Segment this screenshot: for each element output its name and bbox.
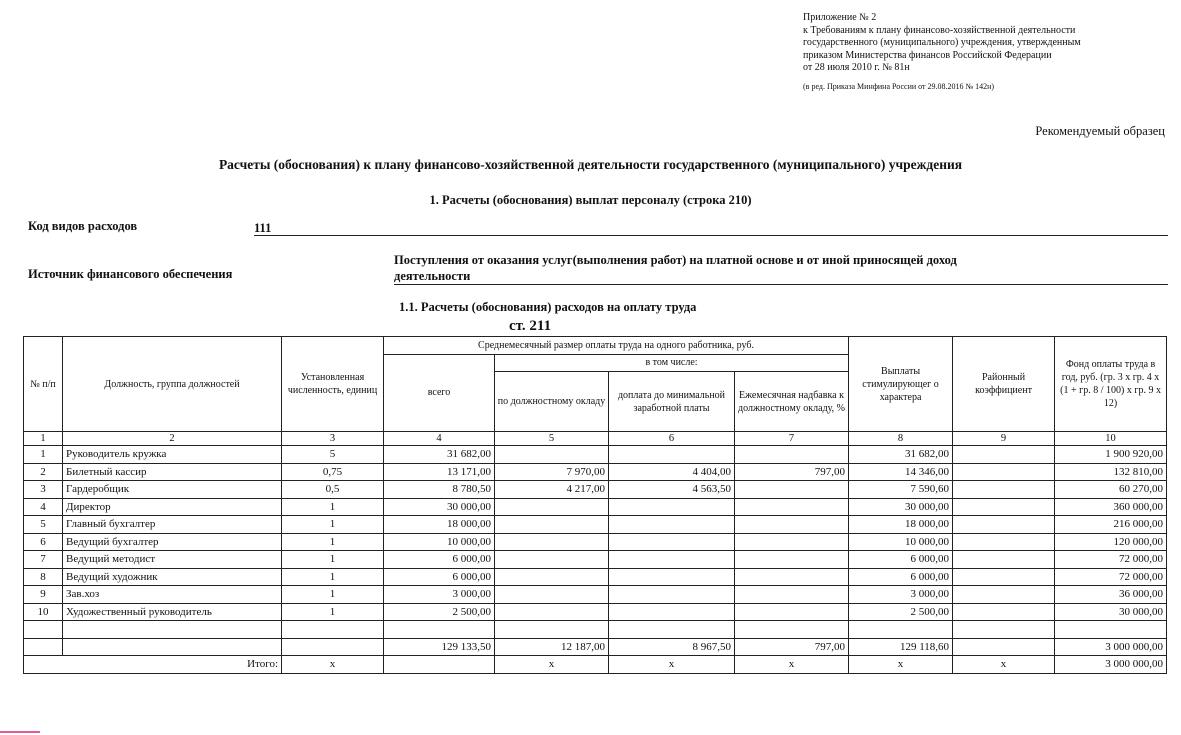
appendix-note [803,12,1081,93]
header-headcount: Установленная численность, единиц [282,337,384,432]
grand-total-row [24,656,1167,674]
expense-code-label: Код видов расходов [28,219,138,233]
row-headcount: 1 [282,568,384,586]
table-row [24,586,1167,604]
row-incentive: 3 000,00 [849,586,953,604]
main-title: Расчеты (обоснования) к плану финансово-хозяйственной деятельности государственного (муниципального) учреждения [218,157,963,172]
row-number: 6 [24,533,63,551]
row-regional-coef [953,463,1055,481]
row-position: Билетный кассир [63,463,282,481]
row-regional-coef [953,446,1055,464]
row-incentive: 10 000,00 [849,533,953,551]
row-by-salary [495,498,609,516]
colnum: 6 [609,432,735,446]
header-including: в том числе: [495,354,849,372]
colnum: 7 [735,432,849,446]
row-regional-coef [953,568,1055,586]
row-number: 5 [24,516,63,534]
row-by-salary [495,568,609,586]
row-position: Главный бухгалтер [63,516,282,534]
row-min-wage [609,533,735,551]
header-regional-coef: Районный коэффициент [953,337,1055,432]
row-min-wage [609,498,735,516]
row-by-salary [495,516,609,534]
row-regional-coef [953,516,1055,534]
row-min-wage: 4 404,00 [609,463,735,481]
empty-cell [609,621,735,639]
row-min-wage [609,568,735,586]
row-annual-fund: 60 270,00 [1055,481,1167,499]
expense-code-value: 111 [254,221,272,235]
row-headcount: 1 [282,533,384,551]
row-position: Ведущий методист [63,551,282,569]
row-total: 6 000,00 [384,551,495,569]
row-position: Ведущий бухгалтер [63,533,282,551]
row-regional-coef [953,603,1055,621]
colnum: 4 [384,432,495,446]
grand-total-headcount: x [282,656,384,674]
row-number: 7 [24,551,63,569]
colnum: 5 [495,432,609,446]
empty-cell [24,621,63,639]
grand-total-label: Итого: [24,656,282,674]
grand-total-incentive: x [849,656,953,674]
subtotal-incentive: 129 118,60 [849,638,953,656]
appendix-line-2: к Требованиям к плану финансово-хозяйственной деятельности [803,24,1076,36]
row-headcount: 0,75 [282,463,384,481]
row-position: Гардеробщик [63,481,282,499]
row-total: 30 000,00 [384,498,495,516]
row-by-salary: 7 970,00 [495,463,609,481]
row-annual-fund: 36 000,00 [1055,586,1167,604]
row-annual-fund: 216 000,00 [1055,516,1167,534]
row-annual-fund: 132 810,00 [1055,463,1167,481]
row-incentive: 30 000,00 [849,498,953,516]
table-row [24,533,1167,551]
row-annual-fund: 120 000,00 [1055,533,1167,551]
row-regional-coef [953,533,1055,551]
row-regional-coef [953,551,1055,569]
row-regional-coef [953,481,1055,499]
grand-total-min-wage: x [609,656,735,674]
row-headcount: 1 [282,498,384,516]
grand-total-regional-coef: x [953,656,1055,674]
row-bonus [735,568,849,586]
row-by-salary [495,551,609,569]
grand-total-annual-fund: 3 000 000,00 [1055,656,1167,674]
row-headcount: 0,5 [282,481,384,499]
row-total: 10 000,00 [384,533,495,551]
row-by-salary [495,446,609,464]
row-bonus [735,586,849,604]
row-by-salary [495,603,609,621]
colnum: 9 [953,432,1055,446]
row-bonus: 797,00 [735,463,849,481]
row-position: Директор [63,498,282,516]
empty-cell [282,621,384,639]
empty-cell [282,638,384,656]
table-row [24,603,1167,621]
funding-source-line-1: Поступления от оказания услуг(выполнения работ) на платной основе и от иной приносящей доход [394,253,957,267]
empty-cell [495,621,609,639]
row-number: 10 [24,603,63,621]
appendix-line-5: от 28 июля 2010 г. № 81н [803,62,910,73]
row-by-salary: 4 217,00 [495,481,609,499]
header-avg-salary: Среднемесячный размер оплаты труда на одного работника, руб. [384,337,849,355]
empty-cell [384,621,495,639]
appendix-line-3: государственного (муниципального) учреждения, утвержденным [803,37,1081,48]
row-annual-fund: 72 000,00 [1055,551,1167,569]
column-number-row [24,432,1167,446]
row-annual-fund: 1 900 920,00 [1055,446,1167,464]
row-bonus [735,551,849,569]
row-min-wage: 4 563,50 [609,481,735,499]
row-number: 4 [24,498,63,516]
row-total: 31 682,00 [384,446,495,464]
subtotal-annual-fund: 3 000 000,00 [1055,638,1167,656]
row-incentive: 6 000,00 [849,568,953,586]
row-annual-fund: 72 000,00 [1055,568,1167,586]
row-regional-coef [953,586,1055,604]
row-number: 9 [24,586,63,604]
subtotal-bonus: 797,00 [735,638,849,656]
row-min-wage [609,586,735,604]
row-regional-coef [953,498,1055,516]
table-row [24,481,1167,499]
sample-label: Рекомендуемый образец [1035,124,1165,138]
row-bonus [735,446,849,464]
funding-source-line-2: деятельности [394,269,471,283]
row-headcount: 1 [282,586,384,604]
row-incentive: 6 000,00 [849,551,953,569]
colnum: 8 [849,432,953,446]
row-number: 8 [24,568,63,586]
table-row [24,551,1167,569]
expense-code-line [254,219,1168,236]
row-bonus [735,481,849,499]
row-number: 1 [24,446,63,464]
row-position: Зав.хоз [63,586,282,604]
edge-mark [0,731,40,733]
row-headcount: 5 [282,446,384,464]
empty-cell [63,638,282,656]
colnum: 2 [63,432,282,446]
header-min-wage: доплата до минимальной заработной платы [609,372,735,432]
table-row [24,498,1167,516]
colnum: 3 [282,432,384,446]
row-number: 3 [24,481,63,499]
grand-total-bonus: x [735,656,849,674]
article-label: ст. 211 [509,318,552,334]
row-total: 2 500,00 [384,603,495,621]
row-number: 2 [24,463,63,481]
header-position: Должность, группа должностей [63,337,282,432]
row-headcount: 1 [282,603,384,621]
row-bonus [735,533,849,551]
row-annual-fund: 30 000,00 [1055,603,1167,621]
colnum: 1 [24,432,63,446]
row-headcount: 1 [282,551,384,569]
header-incentive: Выплаты стимулирующег о характера [849,337,953,432]
empty-cell [953,621,1055,639]
empty-cell [849,621,953,639]
row-incentive: 31 682,00 [849,446,953,464]
row-by-salary [495,586,609,604]
row-total: 6 000,00 [384,568,495,586]
row-total: 3 000,00 [384,586,495,604]
appendix-line-1: Приложение № 2 [803,12,877,23]
table-row [24,446,1167,464]
empty-cell [953,638,1055,656]
funding-source-value [394,252,1168,285]
row-incentive: 2 500,00 [849,603,953,621]
row-position: Художественный руководитель [63,603,282,621]
appendix-line-4: приказом Министерства финансов Российской Федерации [803,49,1052,61]
row-incentive: 14 346,00 [849,463,953,481]
header-annual-fund: Фонд оплаты труда в год, руб. (гр. 3 х гр. 4 х (1 + гр. 8 / 100) х гр. 9 х 12) [1055,337,1167,432]
subtotal-total: 129 133,50 [384,638,495,656]
row-total: 13 171,00 [384,463,495,481]
empty-cell [1055,621,1167,639]
header-total: всего [384,354,495,432]
table-row [24,568,1167,586]
row-min-wage [609,551,735,569]
empty-cell [24,638,63,656]
header-num: № п/п [24,337,63,432]
row-annual-fund: 360 000,00 [1055,498,1167,516]
row-position: Ведущий художник [63,568,282,586]
colnum: 10 [1055,432,1167,446]
funding-source-label: Источник финансового обеспечения [28,267,233,281]
row-position: Руководитель кружка [63,446,282,464]
subtotal-row [24,638,1167,656]
row-bonus [735,603,849,621]
header-monthly-bonus: Ежемесячная надбавка к должностному окладу, % [735,372,849,432]
appendix-edition: (в ред. Приказа Минфина России от 29.08.2016 № 142н) [803,81,995,91]
subsection-title: 1.1. Расчеты (обоснования) расходов на оплату труда [399,300,697,314]
table-row [24,516,1167,534]
row-total: 18 000,00 [384,516,495,534]
row-incentive: 7 590,60 [849,481,953,499]
salary-table [23,336,1167,674]
row-min-wage [609,603,735,621]
row-bonus [735,516,849,534]
empty-cell [735,621,849,639]
row-by-salary [495,533,609,551]
row-bonus [735,498,849,516]
table-row [24,463,1167,481]
subtotal-by-salary: 12 187,00 [495,638,609,656]
row-min-wage [609,446,735,464]
row-min-wage [609,516,735,534]
section-title: 1. Расчеты (обоснования) выплат персоналу (строка 210) [429,193,752,207]
empty-cell [384,656,495,674]
subtotal-min-wage: 8 967,50 [609,638,735,656]
row-incentive: 18 000,00 [849,516,953,534]
row-total: 8 780,50 [384,481,495,499]
header-by-salary: по должностному окладу [495,372,609,432]
empty-cell [63,621,282,639]
empty-row [24,621,1167,639]
grand-total-by-salary: x [495,656,609,674]
row-headcount: 1 [282,516,384,534]
